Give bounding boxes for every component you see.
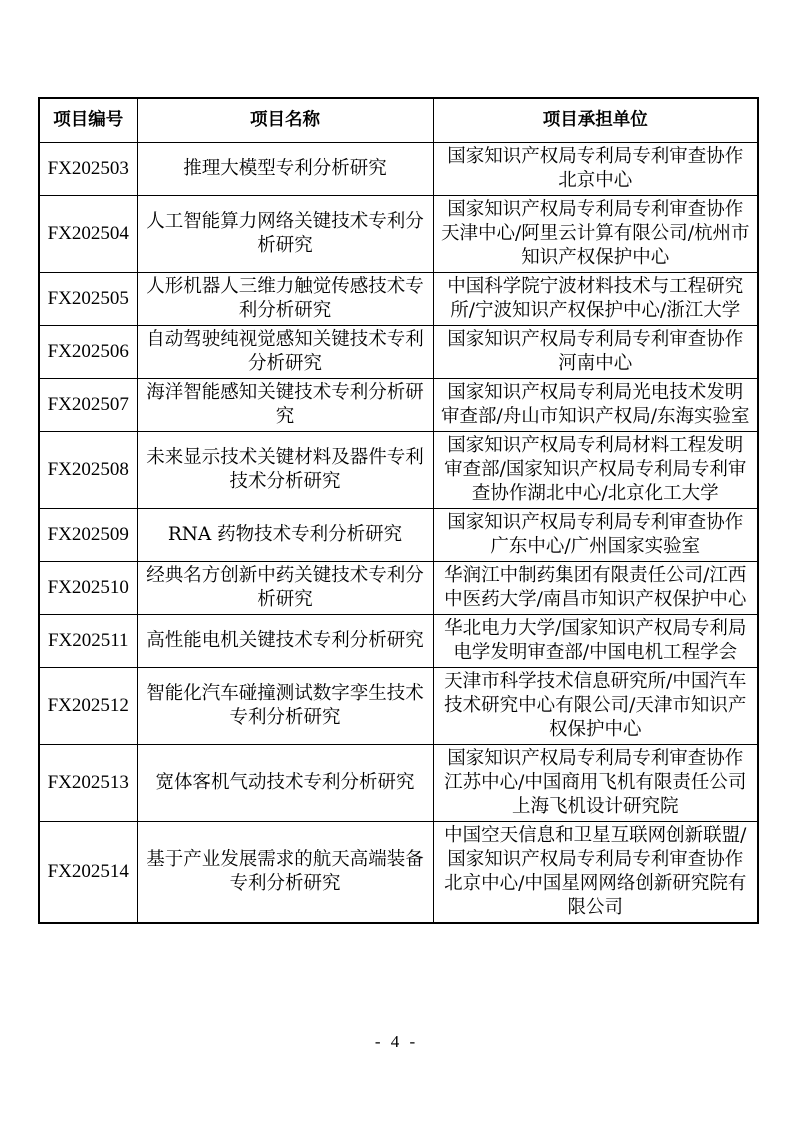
project-name-cell: 高性能电机关键技术专利分析研究	[137, 614, 433, 667]
table-row	[39, 272, 758, 325]
project-id-cell: FX202503	[39, 142, 137, 195]
project-id-cell: FX202505	[39, 272, 137, 325]
project-unit-cell: 中国科学院宁波材料技术与工程研究所/宁波知识产权保护中心/浙江大学	[433, 272, 758, 325]
project-name-cell: 海洋智能感知关键技术专利分析研究	[137, 378, 433, 431]
project-unit-cell: 华北电力大学/国家知识产权局专利局电学发明审查部/中国电机工程学会	[433, 614, 758, 667]
project-unit-cell: 华润江中制药集团有限责任公司/江西中医药大学/南昌市知识产权保护中心	[433, 561, 758, 614]
project-unit-cell: 国家知识产权局专利局光电技术发明审查部/舟山市知识产权局/东海实验室	[433, 378, 758, 431]
project-id-cell: FX202509	[39, 508, 137, 561]
project-id-cell: FX202514	[39, 821, 137, 923]
project-name-cell: 人工智能算力网络关键技术专利分析研究	[137, 195, 433, 272]
project-id-cell: FX202506	[39, 325, 137, 378]
project-unit-cell: 国家知识产权局专利局专利审查协作江苏中心/中国商用飞机有限责任公司上海飞机设计研究院	[433, 744, 758, 821]
table-row	[39, 821, 758, 923]
project-unit-cell: 国家知识产权局专利局专利审查协作广东中心/广州国家实验室	[433, 508, 758, 561]
project-name-cell: 自动驾驶纯视觉感知关键技术专利分析研究	[137, 325, 433, 378]
projects-table	[38, 97, 759, 924]
table-row	[39, 508, 758, 561]
project-name-cell: 经典名方创新中药关键技术专利分析研究	[137, 561, 433, 614]
project-id-cell: FX202507	[39, 378, 137, 431]
project-unit-cell: 中国空天信息和卫星互联网创新联盟/国家知识产权局专利局专利审查协作北京中心/中国星网网络创新研究院有限公司	[433, 821, 758, 923]
project-name-cell: 推理大模型专利分析研究	[137, 142, 433, 195]
table-row	[39, 195, 758, 272]
column-header-project-id: 项目编号	[39, 98, 137, 142]
table-row	[39, 744, 758, 821]
table-header-row	[39, 98, 758, 142]
project-unit-cell: 国家知识产权局专利局材料工程发明审查部/国家知识产权局专利局专利审查协作湖北中心/北京化工大学	[433, 431, 758, 508]
project-name-cell: 宽体客机气动技术专利分析研究	[137, 744, 433, 821]
project-id-cell: FX202504	[39, 195, 137, 272]
project-unit-cell: 国家知识产权局专利局专利审查协作北京中心	[433, 142, 758, 195]
project-id-cell: FX202511	[39, 614, 137, 667]
project-name-cell: 智能化汽车碰撞测试数字孪生技术专利分析研究	[137, 667, 433, 744]
project-unit-cell: 国家知识产权局专利局专利审查协作天津中心/阿里云计算有限公司/杭州市知识产权保护中心	[433, 195, 758, 272]
project-id-cell: FX202510	[39, 561, 137, 614]
project-name-cell: RNA 药物技术专利分析研究	[137, 508, 433, 561]
table-row	[39, 667, 758, 744]
table-row	[39, 378, 758, 431]
project-id-cell: FX202512	[39, 667, 137, 744]
project-unit-cell: 天津市科学技术信息研究所/中国汽车技术研究中心有限公司/天津市知识产权保护中心	[433, 667, 758, 744]
project-name-cell: 基于产业发展需求的航天高端装备专利分析研究	[137, 821, 433, 923]
project-name-cell: 人形机器人三维力触觉传感技术专利分析研究	[137, 272, 433, 325]
table-row	[39, 431, 758, 508]
table-row	[39, 614, 758, 667]
column-header-project-name: 项目名称	[137, 98, 433, 142]
project-name-cell: 未来显示技术关键材料及器件专利技术分析研究	[137, 431, 433, 508]
table-row	[39, 142, 758, 195]
table-row	[39, 325, 758, 378]
column-header-project-unit: 项目承担单位	[433, 98, 758, 142]
project-id-cell: FX202508	[39, 431, 137, 508]
project-id-cell: FX202513	[39, 744, 137, 821]
page-number: - 4 -	[374, 1032, 419, 1051]
project-unit-cell: 国家知识产权局专利局专利审查协作河南中心	[433, 325, 758, 378]
table-row	[39, 561, 758, 614]
